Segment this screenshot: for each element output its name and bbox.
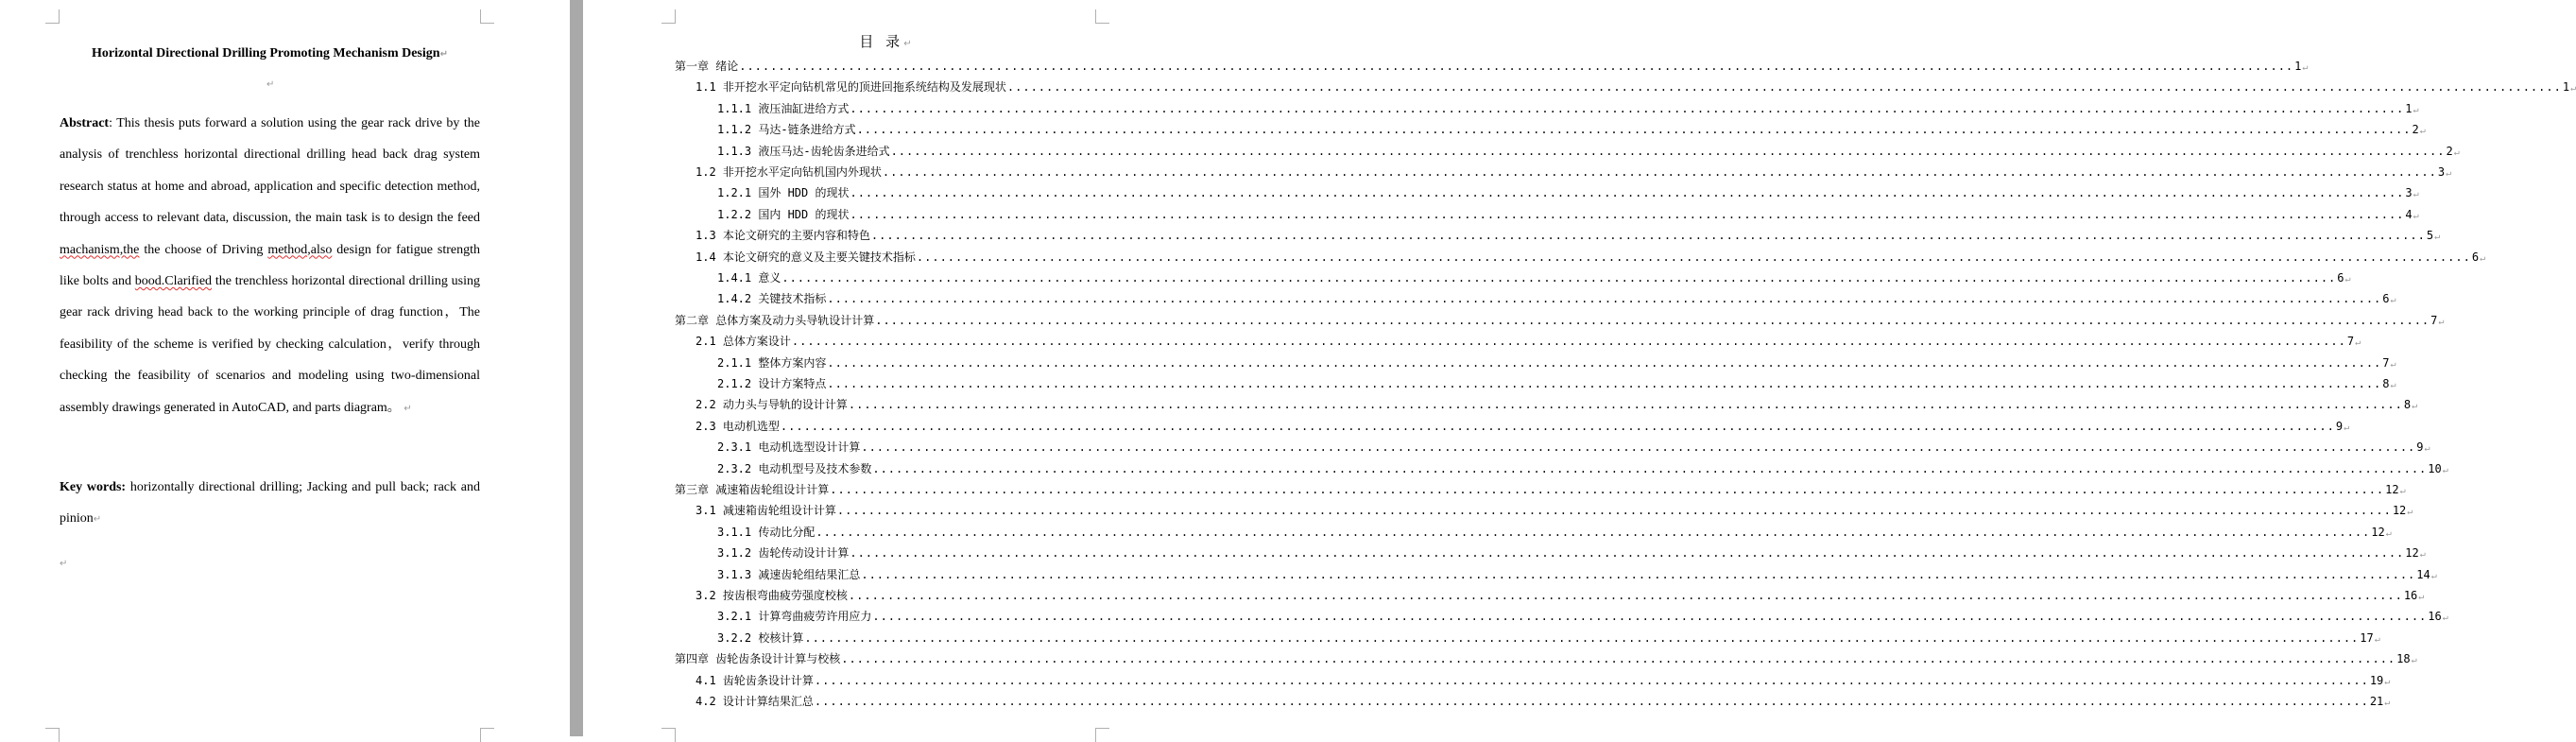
toc-entry[interactable] <box>696 249 2486 267</box>
toc-entry-page-number: 8 <box>2382 377 2390 390</box>
toc-entry-page-number: 3 <box>2405 186 2413 200</box>
toc-leader-dots: ........................................................................................................................................................................................................ <box>848 589 2403 602</box>
toc-entry-label: 1.2 非开挖水平定向钻机国内外现状 <box>696 165 882 179</box>
toc-leader-dots: ........................................................................................................................................................................................................ <box>856 123 2412 137</box>
toc-entry-label: 1.1.2 马达-链条进给方式 <box>717 123 856 137</box>
keywords-label: Key words: <box>60 480 127 494</box>
toc-entry-page-number: 12 <box>2371 525 2385 539</box>
toc-entry-label: 1.1.1 液压油缸进给方式 <box>717 101 850 115</box>
toc-entry-page-number: 2 <box>2412 123 2419 137</box>
toc-entry[interactable] <box>696 78 2576 97</box>
paragraph-mark: ↵ <box>266 79 275 90</box>
paragraph-mark: ↵ <box>2374 633 2380 645</box>
toc-leader-dots: ........................................................................................................................................................................................................ <box>890 144 2446 158</box>
toc-leader-dots: ........................................................................................................................................................................................................ <box>875 313 2430 327</box>
document-title: Horizontal Directional Drilling Promoting Mechanism Design↵ <box>92 46 448 60</box>
toc-entry-label: 1.1.3 液压马达-齿轮齿条进给式 <box>717 144 890 158</box>
paragraph-mark: ↵ <box>2384 676 2391 687</box>
paragraph-mark: ↵ <box>2411 655 2417 666</box>
keywords-paragraph: Key words: horizontally directional drilling; Jacking and pull back; rack and pinion↵ <box>60 480 480 526</box>
toc-leader-dots: ........................................................................................................................................................................................................ <box>791 335 2346 349</box>
crop-mark-bottom-left <box>661 728 676 742</box>
toc-entry[interactable] <box>717 269 2351 288</box>
toc-entry-label: 4.2 设计计算结果汇总 <box>696 695 814 708</box>
toc-entry[interactable] <box>696 693 2391 712</box>
toc-entry-page-number: 21 <box>2369 695 2384 708</box>
crop-mark-bottom-right <box>1095 728 1109 742</box>
toc-entry-page-number: 7 <box>2382 355 2390 370</box>
spelling-error[interactable]: machanism,the <box>60 242 140 257</box>
toc-entry-page-number: 12 <box>2385 483 2399 496</box>
toc-entry[interactable] <box>717 184 2419 203</box>
toc-leader-dots: ........................................................................................................................................................................................................ <box>850 546 2405 561</box>
paragraph-mark: ↵ <box>2344 422 2350 433</box>
toc-entry[interactable] <box>696 227 2441 246</box>
toc-entry-label: 3.1.2 齿轮传动设计计算 <box>717 546 850 561</box>
paragraph-mark: ↵ <box>2442 464 2448 475</box>
toc-leader-dots: ........................................................................................................................................................................................................ <box>827 292 2382 306</box>
toc-entry-label: 第一章 绪论 <box>675 60 739 73</box>
toc-entry[interactable] <box>717 354 2396 373</box>
paragraph-mark: ↵ <box>2413 210 2419 221</box>
toc-entry-label: 3.2.2 校核计算 <box>717 630 804 645</box>
toc-entry[interactable] <box>696 502 2413 521</box>
paragraph-mark: ↵ <box>2570 83 2576 95</box>
toc-entry[interactable] <box>675 481 2406 500</box>
paragraph-mark: ↵ <box>60 559 68 569</box>
toc-title: 目 录↵ <box>859 33 912 50</box>
toc-entry[interactable] <box>675 312 2445 331</box>
toc-leader-dots: ........................................................................................................................................................................................................ <box>836 504 2392 518</box>
toc-entry[interactable] <box>717 566 2437 585</box>
crop-mark-bottom-left <box>45 728 60 742</box>
paragraph-mark: ↵ <box>2419 549 2426 561</box>
paragraph-mark: ↵ <box>2385 527 2392 539</box>
toc-entry-page-number: 4 <box>2405 207 2413 221</box>
toc-entry-page-number: 3 <box>2437 165 2446 179</box>
paragraph-mark: ↵ <box>2390 380 2396 390</box>
toc-leader-dots: ........................................................................................................................................................................................................ <box>870 229 2426 243</box>
toc-entry[interactable] <box>696 396 2418 415</box>
toc-entry-label: 2.1 总体方案设计 <box>696 335 791 349</box>
toc-entry-label: 第二章 总体方案及动力头导轨设计计算 <box>675 313 875 327</box>
toc-entry[interactable] <box>717 544 2426 563</box>
toc-entry[interactable] <box>717 121 2426 140</box>
paragraph-mark: ↵ <box>2434 232 2441 243</box>
crop-mark-top-left <box>661 9 676 24</box>
toc-entry-page-number: 18 <box>2396 652 2411 666</box>
toc-leader-dots: ........................................................................................................................................................................................................ <box>841 652 2396 666</box>
toc-entry-label: 1.4.1 意义 <box>717 271 781 285</box>
toc-entry-label: 2.2 动力头与导轨的设计计算 <box>696 398 848 412</box>
toc-entry-label: 1.1 非开挖水平定向钻机常见的顶进回拖系统结构及发展现状 <box>696 80 1006 95</box>
toc-leader-dots: ........................................................................................................................................................................................................ <box>850 101 2405 115</box>
toc-entry-label: 2.3.1 电动机选型设计计算 <box>717 440 861 455</box>
toc-leader-dots: ........................................................................................................................................................................................................ <box>850 207 2405 221</box>
crop-mark-top-right <box>1095 9 1109 24</box>
toc-entry-page-number: 7 <box>2430 313 2438 327</box>
toc-leader-dots: ........................................................................................................................................................................................................ <box>781 271 2337 285</box>
toc-leader-dots: ........................................................................................................................................................................................................ <box>882 165 2437 179</box>
toc-entry-label: 1.2.1 国外 HDD 的现状 <box>717 186 850 200</box>
toc-entry-page-number: 12 <box>2392 504 2407 518</box>
crop-mark-top-right <box>480 9 494 24</box>
toc-leader-dots: ........................................................................................................................................................................................................ <box>814 695 2369 708</box>
toc-leader-dots: ........................................................................................................................................................................................................ <box>816 525 2371 539</box>
toc-entry-label: 1.2.2 国内 HDD 的现状 <box>717 207 850 221</box>
paragraph-mark: ↵ <box>2418 592 2425 602</box>
toc-entry[interactable] <box>696 418 2350 437</box>
toc-entry-page-number: 6 <box>2471 250 2480 264</box>
paragraph-mark: ↵ <box>2446 168 2452 179</box>
paragraph-mark: ↵ <box>2480 252 2486 264</box>
toc-leader-dots: ........................................................................................................................................................................................................ <box>861 567 2416 581</box>
paragraph-mark: ↵ <box>2355 337 2361 349</box>
toc-leader-dots: ........................................................................................................................................................................................................ <box>848 398 2403 412</box>
paragraph-mark: ↵ <box>2413 104 2419 115</box>
crop-mark-bottom-right <box>480 728 494 742</box>
toc-entry-label: 1.4.2 关键技术指标 <box>717 292 827 306</box>
toc-entry[interactable] <box>696 333 2361 352</box>
toc-entry-label: 2.1.2 设计方案特点 <box>717 377 827 390</box>
toc-entry[interactable] <box>696 587 2425 606</box>
toc-entry-page-number: 1 <box>2405 101 2413 115</box>
paragraph-mark: ↵ <box>2413 189 2419 200</box>
toc-entry-page-number: 10 <box>2428 461 2442 475</box>
paragraph-mark: ↵ <box>2412 401 2418 412</box>
toc-leader-dots: ........................................................................................................................................................................................................ <box>830 483 2385 496</box>
toc-leader-dots: ........................................................................................................................................................................................................ <box>827 355 2382 370</box>
toc-entry-label: 3.2.1 计算弯曲疲劳许用应力 <box>717 610 872 624</box>
toc-entry-page-number: 9 <box>2416 440 2424 455</box>
toc-entry-label: 3.2 按齿根弯曲疲劳强度校核 <box>696 589 848 602</box>
toc-entry-label: 3.1.3 减速齿轮组结果汇总 <box>717 567 861 581</box>
toc-entry-label: 1.3 本论文研究的主要内容和特色 <box>696 229 870 243</box>
toc-entry[interactable] <box>696 672 2391 691</box>
toc-leader-dots: ........................................................................................................................................................................................................ <box>916 250 2471 264</box>
paragraph-mark: ↵ <box>2399 486 2406 496</box>
paragraph-mark: ↵ <box>2344 274 2351 285</box>
page-gutter <box>570 0 583 736</box>
toc-entry-page-number: 8 <box>2403 398 2412 412</box>
toc-entry-page-number: 1 <box>2294 60 2302 73</box>
toc-entry-label: 1.4 本论文研究的意义及主要关键技术指标 <box>696 250 916 264</box>
paragraph-mark: ↵ <box>2390 295 2396 306</box>
toc-leader-dots: ........................................................................................................................................................................................................ <box>739 60 2294 73</box>
toc-entry[interactable] <box>717 143 2460 162</box>
paragraph-mark: ↵ <box>2438 316 2445 327</box>
crop-mark-top-left <box>45 9 60 24</box>
paragraph-mark: ↵ <box>2424 443 2430 455</box>
toc-leader-dots: ........................................................................................................................................................................................................ <box>804 630 2360 645</box>
toc-entry-page-number: 1 <box>2562 80 2570 95</box>
abstract-label: Abstract <box>60 116 110 130</box>
toc-entry-page-number: 14 <box>2416 567 2430 581</box>
toc-leader-dots: ........................................................................................................................................................................................................ <box>780 419 2335 433</box>
toc-entry-label: 2.3 电动机选型 <box>696 419 780 433</box>
toc-entry-label: 2.3.2 电动机型号及技术参数 <box>717 461 872 475</box>
spelling-error[interactable]: bood.Clarified <box>134 274 213 289</box>
toc-entry-page-number: 16 <box>2428 610 2442 624</box>
toc-entry[interactable] <box>675 58 2309 77</box>
toc-entry[interactable] <box>717 206 2419 225</box>
left-page <box>0 0 570 736</box>
toc-leader-dots: ........................................................................................................................................................................................................ <box>827 377 2382 390</box>
toc-entry[interactable] <box>717 524 2392 543</box>
toc-entry-page-number: 12 <box>2405 546 2419 561</box>
abstract-paragraph: Abstract: This thesis puts forward a solution using the gear rack drive by the analysis of trenchless horizontal directional drilling head back drag system research status at home and abroad, application and specific detection method, through access to relevant data, discussion, the main task is to design the feed machanism,the the choose of Driving method,also design for fatigue strength like bolts and bood.Clarified the trenchless horizontal directional drilling using gear rack driving head back to the working principle of drag function，The feasibility of the scheme is verified by checking calculation，verify through checking the feasibility of scenarios and modeling using two-dimensional assembly drawings generated in AutoCAD, and parts diagram。 ↵ <box>60 116 480 415</box>
spelling-error[interactable]: method,also <box>267 242 333 257</box>
paragraph-mark: ↵ <box>2430 570 2437 581</box>
toc-entry-label: 第三章 减速箱齿轮组设计计算 <box>675 483 830 496</box>
toc-entry-label: 第四章 齿轮齿条设计计算与校核 <box>675 652 841 666</box>
toc-entry-label: 2.1.1 整体方案内容 <box>717 355 827 370</box>
toc-entry-label: 3.1.1 传动比分配 <box>717 525 816 539</box>
paragraph-mark: ↵ <box>2302 62 2309 73</box>
toc-entry-page-number: 6 <box>2382 292 2390 306</box>
toc-entry[interactable] <box>717 630 2380 648</box>
toc-entry[interactable] <box>717 290 2396 309</box>
toc-entry-label: 4.1 齿轮齿条设计计算 <box>696 673 814 687</box>
paragraph-mark: ↵ <box>2390 358 2396 370</box>
toc-leader-dots: ........................................................................................................................................................................................................ <box>1006 80 2562 95</box>
toc-entry-page-number: 9 <box>2335 419 2344 433</box>
toc-entry-page-number: 19 <box>2369 673 2384 687</box>
toc-entry-page-number: 16 <box>2403 589 2418 602</box>
toc-entry[interactable] <box>717 375 2396 394</box>
toc-entry[interactable] <box>696 164 2452 182</box>
paragraph-mark: ↵ <box>2453 147 2460 158</box>
toc-entry-page-number: 7 <box>2346 335 2355 349</box>
paragraph-mark: ↵ <box>2384 698 2391 708</box>
paragraph-mark: ↵ <box>2442 613 2448 624</box>
toc-leader-dots: ........................................................................................................................................................................................................ <box>814 673 2369 687</box>
toc-leader-dots: ........................................................................................................................................................................................................ <box>872 461 2428 475</box>
toc-entry-page-number: 17 <box>2360 630 2374 645</box>
toc-leader-dots: ........................................................................................................................................................................................................ <box>850 186 2405 200</box>
toc-entry[interactable] <box>717 608 2448 627</box>
toc-entry-page-number: 6 <box>2337 271 2344 285</box>
toc-entry-label: 3.1 减速箱齿轮组设计计算 <box>696 504 836 518</box>
toc-entry[interactable] <box>717 439 2430 457</box>
toc-leader-dots: ........................................................................................................................................................................................................ <box>872 610 2428 624</box>
toc-entry[interactable] <box>675 650 2417 669</box>
toc-entry[interactable] <box>717 460 2448 479</box>
toc-leader-dots: ........................................................................................................................................................................................................ <box>861 440 2416 455</box>
paragraph-mark: ↵ <box>2407 507 2413 518</box>
toc-entry-page-number: 2 <box>2446 144 2453 158</box>
toc-entry-page-number: 5 <box>2426 229 2434 243</box>
paragraph-mark: ↵ <box>2419 126 2426 137</box>
toc-entry[interactable] <box>717 100 2419 119</box>
